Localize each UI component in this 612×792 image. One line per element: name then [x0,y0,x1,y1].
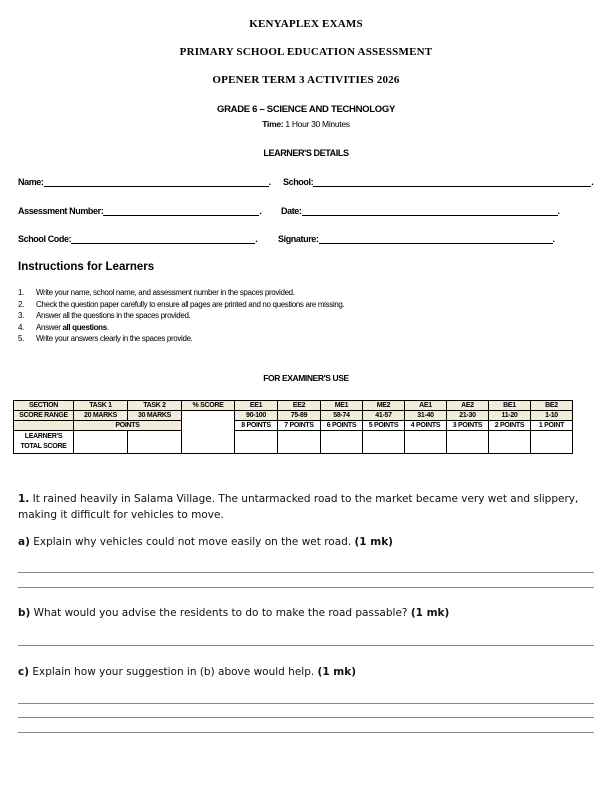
assessment-number-line[interactable] [103,206,259,216]
instructions-list [18,287,344,345]
table-cell: BE2 [531,401,573,411]
time-allowed [0,119,612,129]
name-label: Name: [18,177,44,187]
answer-line[interactable] [18,572,594,573]
table-cell: 1 POINT [531,421,573,431]
answer-line[interactable] [18,703,594,704]
exam-provider-title: KENYAPLEX EXAMS [249,18,363,30]
table-cell: EE1 [235,401,278,411]
signature-line[interactable] [319,234,553,244]
table-row [14,431,573,454]
school-label: School: [283,177,314,187]
table-cell: 6 POINTS [321,421,363,431]
task2-score-cell[interactable] [128,431,182,454]
learner-details-heading: LEARNER'S DETAILS [263,148,349,158]
date-line[interactable] [302,206,558,216]
table-cell: ME1 [321,401,363,411]
instruction-item: 3. Answer all the questions in the spaces provided. [18,311,191,320]
term-title: OPENER TERM 3 ACTIVITIES 2026 [212,74,400,86]
table-cell: 20 MARKS [74,411,128,421]
examiner-score-table [13,400,573,454]
me2-cell[interactable] [363,431,405,454]
table-cell: TASK 2 [128,401,182,411]
table-cell: 21-30 [447,411,489,421]
table-cell: 5 POINTS [363,421,405,431]
table-cell: 90-100 [235,411,278,421]
school-code-field[interactable]: School Code: . [18,234,258,244]
question-1c: c) Explain how your suggestion in (b) above would help. (1 mk) [18,666,357,678]
table-cell: 11-20 [489,411,531,421]
table-cell: 31-40 [405,411,447,421]
answer-line[interactable] [18,645,594,646]
instruction-item: 2. Check the question paper carefully to ensure all pages are printed and no questions are missing. [18,299,345,309]
instruction-item: 5. Write your answers clearly in the spaces provide. [18,334,193,343]
time-label: Time: [262,119,284,129]
be1-cell[interactable] [489,431,531,454]
time-value: 1 Hour 30 Minutes [283,119,350,129]
name-field[interactable]: Name: . [18,177,271,187]
school-field[interactable]: School: . [283,177,594,187]
school-line[interactable] [313,177,591,187]
table-cell: 8 POINTS [235,421,278,431]
table-cell: 30 MARKS [128,411,182,421]
table-cell: % SCORE [182,401,235,411]
table-cell: 1-10 [531,411,573,421]
be2-cell[interactable] [531,431,573,454]
table-cell: EE2 [278,401,321,411]
question-1: 1. It rained heavily in Salama Village. The untarmacked road to the market became very wet and slippery, making it difficult for vehicles to move. [18,493,579,521]
instructions-title: Instructions for Learners [18,261,155,273]
table-cell: 3 POINTS [447,421,489,431]
percent-score-cell[interactable] [182,411,235,454]
table-cell: BE1 [489,401,531,411]
ae1-cell[interactable] [405,431,447,454]
table-cell: 75-89 [278,411,321,421]
date-field[interactable]: Date: . [281,206,560,216]
table-cell: AE1 [405,401,447,411]
question-1b: b) What would you advise the residents to do to make the road passable? (1 mk) [18,607,450,619]
instruction-item: 1. Write your name, school name, and assessment number in the spaces provided. [18,288,295,297]
ae2-cell[interactable] [447,431,489,454]
assessment-title: PRIMARY SCHOOL EDUCATION ASSESSMENT [179,46,433,58]
table-cell: SECTION [14,401,74,411]
table-cell: 2 POINTS [489,421,531,431]
grade-subject: GRADE 6 – SCIENCE AND TECHNOLOGY [217,104,395,115]
question-1a: a) Explain why vehicles could not move easily on the wet road. (1 mk) [18,536,393,548]
answer-line[interactable] [18,717,594,718]
table-cell: 7 POINTS [278,421,321,431]
school-code-line[interactable] [71,234,255,244]
table-row [14,401,573,411]
table-cell [14,421,74,431]
learner-total-label: LEARNER'S TOTAL SCORE [14,431,74,454]
table-cell: POINTS [74,421,182,431]
table-cell: 4 POINTS [405,421,447,431]
signature-field[interactable]: Signature: . [278,234,555,244]
ee1-cell[interactable] [235,431,278,454]
date-label: Date: [281,206,302,216]
ee2-cell[interactable] [278,431,321,454]
table-row [14,411,573,421]
assessment-number-field[interactable]: Assessment Number: . [18,206,262,216]
answer-line[interactable] [18,587,594,588]
signature-label: Signature: [278,234,319,244]
assessment-number-label: Assessment Number: [18,206,104,216]
me1-cell[interactable] [321,431,363,454]
examiner-use-heading: FOR EXAMINER'S USE [263,373,349,383]
table-cell: ME2 [363,401,405,411]
instruction-item: 4. Answer all questions. [18,322,109,332]
school-code-label: School Code: [18,234,72,244]
name-line[interactable] [44,177,269,187]
table-cell: 41-57 [363,411,405,421]
table-row [14,421,573,431]
table-cell: SCORE RANGE [14,411,74,421]
answer-line[interactable] [18,732,594,733]
table-cell: TASK 1 [74,401,128,411]
table-cell: 58-74 [321,411,363,421]
task1-score-cell[interactable] [74,431,128,454]
table-cell: AE2 [447,401,489,411]
